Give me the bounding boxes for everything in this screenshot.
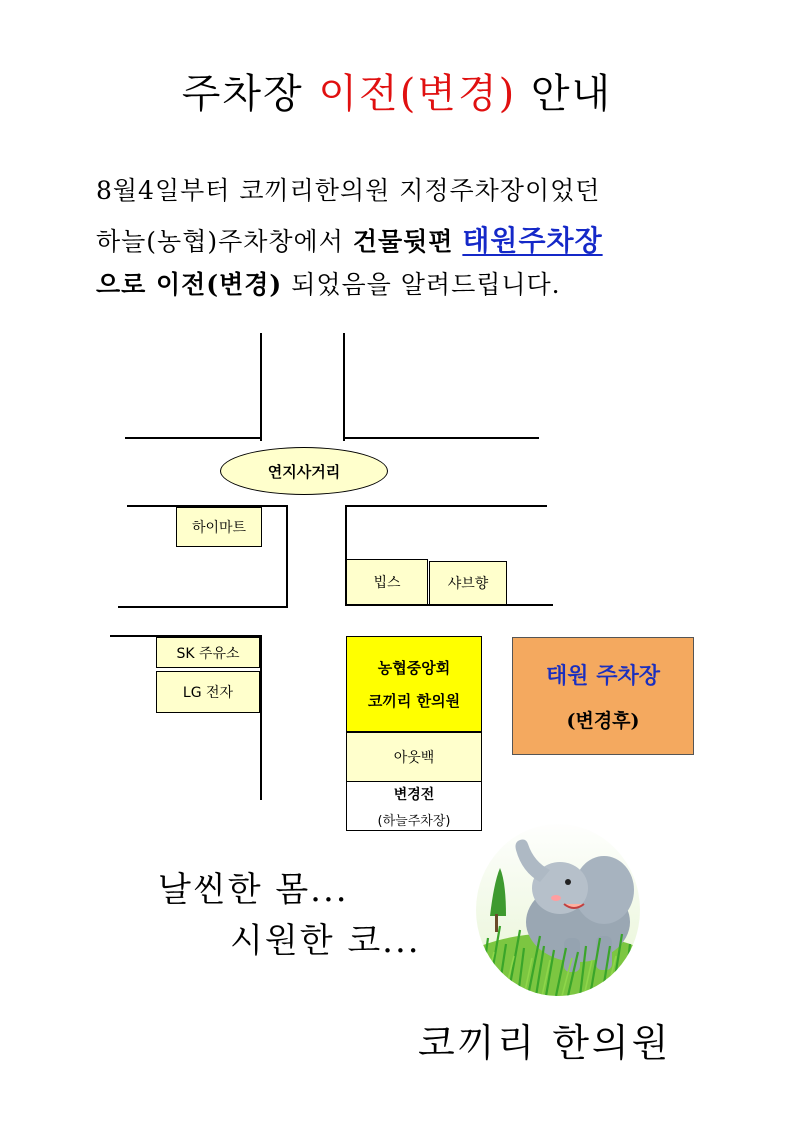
road-line (125, 437, 262, 439)
old-parking-label: 변경전 (393, 786, 435, 803)
title-end: 안내 (530, 71, 613, 117)
clinic-name: 코끼리 한의원 (418, 1021, 672, 1065)
intro-line-3-a: 으로 이전(변경) (96, 270, 283, 299)
road-line (286, 505, 288, 606)
intro-line-3-b: 되었음을 알려드립니다. (291, 270, 561, 299)
road-line (343, 437, 539, 439)
road-line (343, 333, 345, 441)
bips-building: 빕스 (346, 559, 428, 605)
nonghyup-label: 농협중앙회 (377, 659, 451, 677)
hai-mart-building: 하이마트 (176, 507, 262, 547)
intro-line-2-b: 건물뒷편 (352, 227, 454, 256)
nonghyup-building (346, 636, 482, 732)
page-title (0, 62, 794, 119)
intro-line-1: 8월4일부터 코끼리한의원 지정주차장이었던 (96, 176, 601, 205)
road-line (260, 333, 262, 441)
sk-gas-station: SK 주유소 (156, 637, 260, 668)
title-main: 주차장 (181, 71, 304, 117)
old-parking-sub: (하늘주차장) (377, 813, 451, 829)
road-line (345, 505, 547, 507)
clinic-label: 코끼리 한의원 (367, 692, 461, 710)
new-parking-sub: (변경후) (566, 710, 640, 732)
intro-line-2 (96, 219, 603, 259)
road-line (260, 635, 262, 800)
slogan-line-2: 시원한 코... (230, 921, 421, 961)
lg-electronics: LG 전자 (156, 671, 260, 713)
shabu-building: 샤브향 (429, 561, 507, 605)
old-parking-lot (346, 781, 482, 831)
new-parking-label: 태원 주차장 (546, 663, 660, 689)
title-highlight: 이전(변경) (318, 71, 517, 117)
slogan-line-1: 날씬한 몸... (158, 870, 349, 910)
intersection-label: 연지사거리 (220, 447, 388, 495)
new-parking-lot (512, 637, 694, 755)
taewon-parking-link[interactable]: 태원주차장 (462, 224, 603, 257)
outback-building: 아웃백 (346, 732, 482, 782)
intro-line-2-a: 하늘(농협)주차창에서 (96, 227, 344, 256)
intro-line-3 (96, 265, 561, 301)
road-line (118, 606, 288, 608)
elephant-icon (474, 818, 642, 996)
